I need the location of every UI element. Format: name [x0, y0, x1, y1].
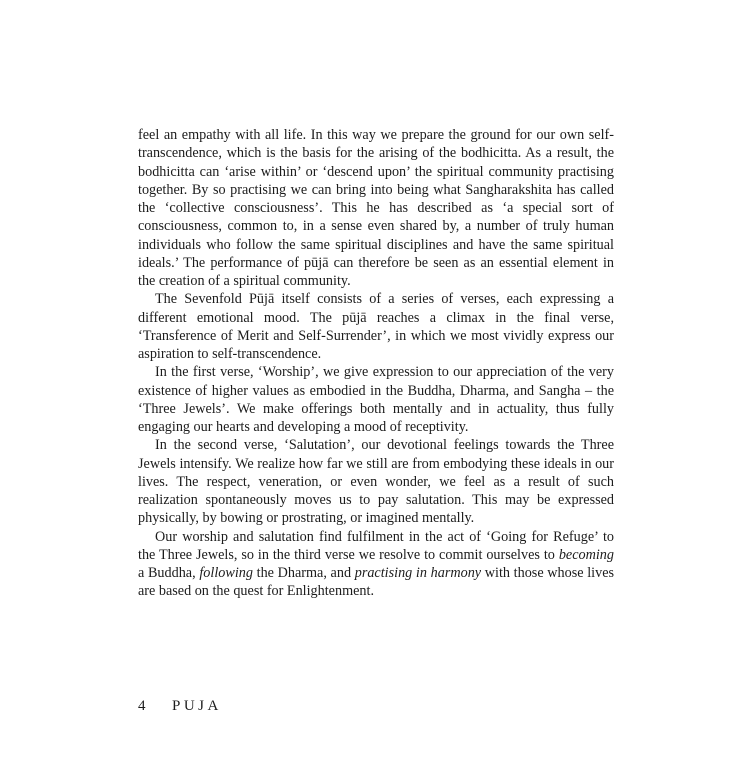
paragraph-4-text: In the second verse, ‘Salutation’, our devotional feelings towards the Three Jewels intensify. We realize how far we still are from embodying these ideals in our lives. The respect, veneration, or even wonder, we feel as a result of such realization spontaneously moves us to pay salutation. This may be expressed physically, by bowing or prostrating, or imagined mentally. [138, 437, 614, 527]
paragraph-5-text: a Buddha, [138, 565, 200, 581]
body-text [138, 126, 614, 601]
paragraph-5-text: Our worship and salutation find fulfilment in the act of ‘Going for Refuge’ to the Three Jewels, so in the third verse we resolve to commit ourselves to [138, 528, 614, 563]
paragraph-4 [138, 436, 614, 527]
paragraph-5 [138, 528, 614, 601]
paragraph-2 [138, 290, 614, 363]
page-number: 4 [138, 698, 146, 714]
paragraph-3 [138, 363, 614, 436]
paragraph-2-text: The Sevenfold Pūjā itself consists of a series of verses, each expressing a different emotional mood. The pūjā reaches a climax in the final verse, ‘Transference of Merit and Self-Surrender’, in which we most vividly express our aspiration to self-transcendence. [138, 291, 614, 362]
paragraph-5-italic-practising: practising in harmony [354, 565, 482, 581]
paragraph-5-italic-following: following [199, 565, 253, 581]
paragraph-1 [138, 126, 614, 290]
paragraph-5-italic-becoming: becoming [558, 546, 614, 563]
running-title: PUJA [172, 698, 222, 714]
paragraph-5-text: with those whose lives are based on the quest for Enlightenment. [138, 565, 615, 600]
paragraph-5-text: the Dharma, and [252, 565, 355, 581]
page-footer [138, 698, 222, 715]
paragraph-3-text: In the first verse, ‘Worship’, we give expression to our appreciation of the very existence of higher values as embodied in the Buddha, Dharma, and Sangha – the ‘Three Jewels’. We make offerings both mentally and in actuality, thus fully engaging our hearts and developing a mood of receptivity. [138, 364, 614, 435]
paragraph-1-text: feel an empathy with all life. In this way we prepare the ground for our own self-transcendence, which is the basis for the arising of the bodhicitta. As a result, the bodhicitta can ‘arise within’ or ‘descend upon’ the spiritual community practising together. By so practising we can bring into being what Sangharakshita has called the ‘collective consciousness’. This he has described as ‘a special sort of consciousness, common to, in a sense even shared by, a number of truly human individuals who follow the same spiritual disciplines and have the same spiritual ideals.’ The performance of pūjā can therefore be seen as an essential element in the creation of a spiritual community. [138, 127, 614, 289]
